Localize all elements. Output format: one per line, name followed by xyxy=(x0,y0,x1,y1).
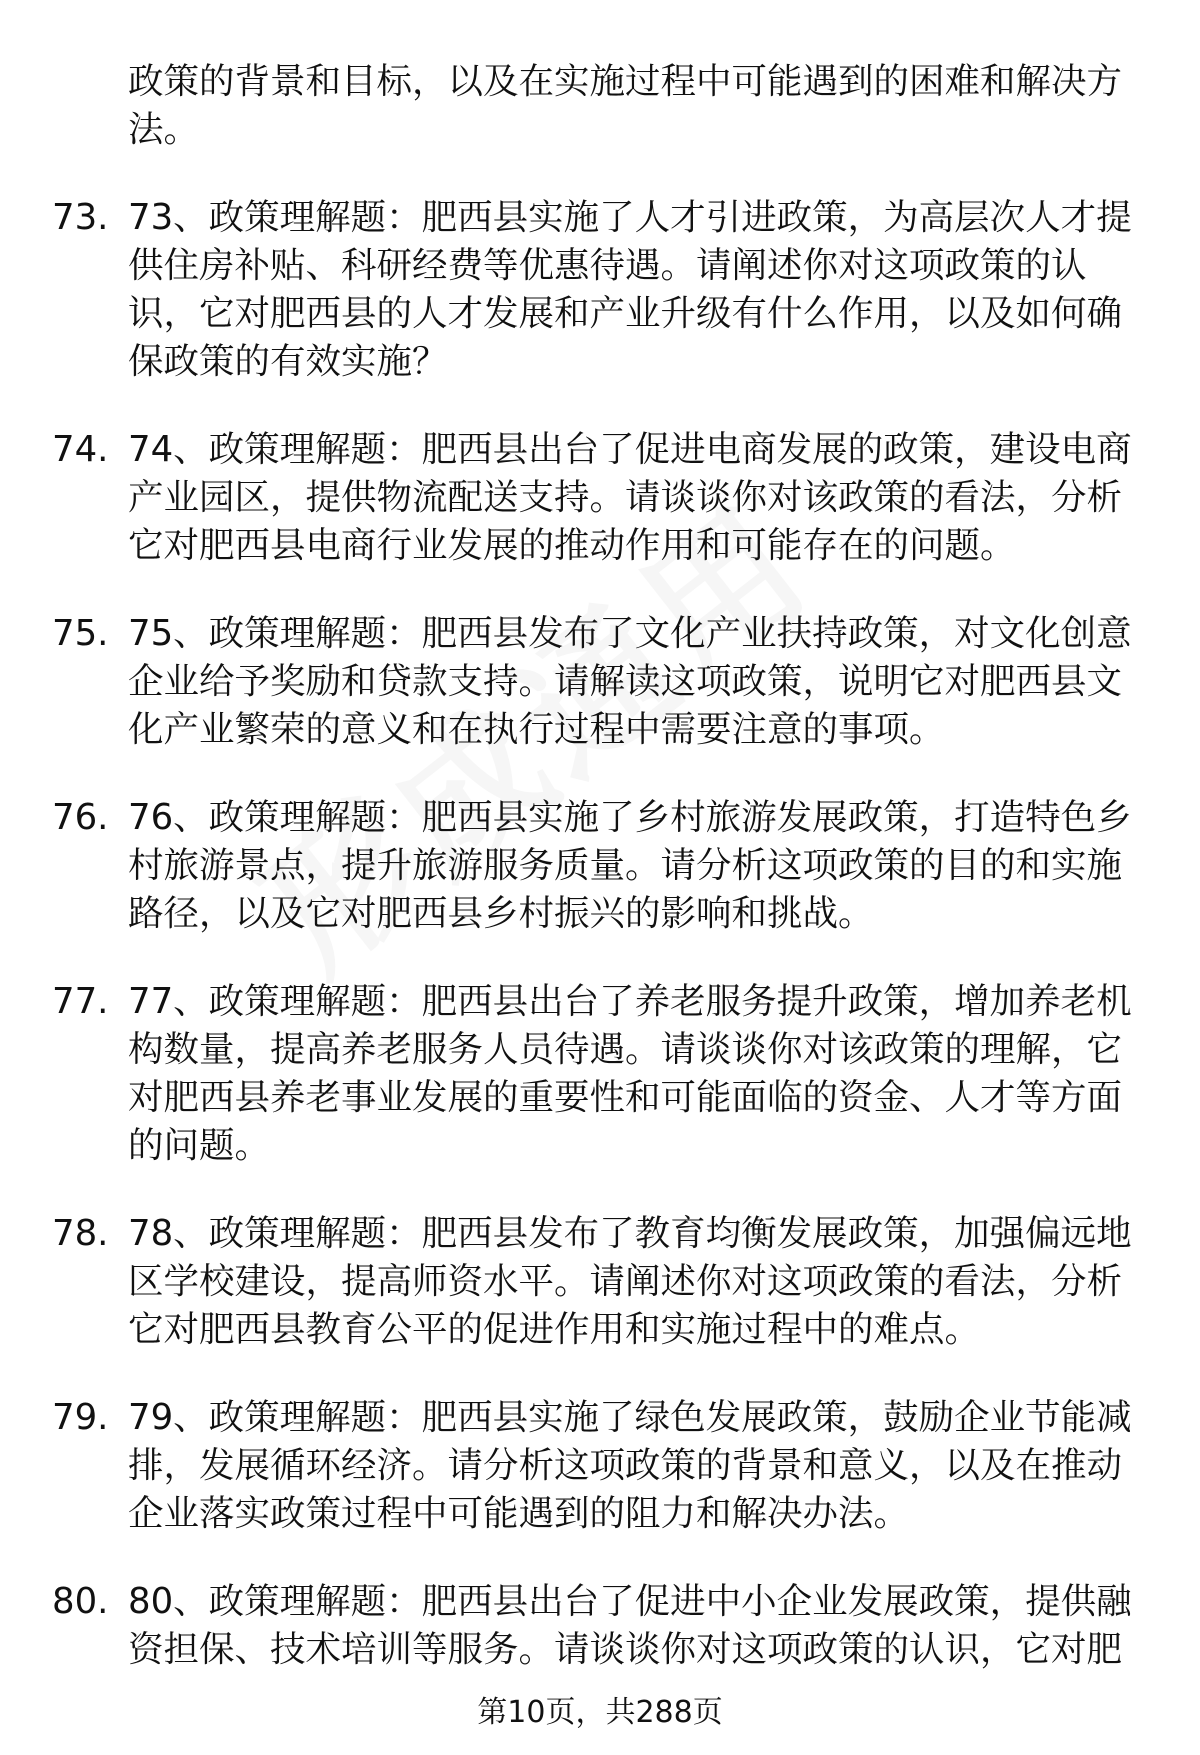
question-item xyxy=(0,1210,1200,1354)
question-text: 80、政策理解题：肥西县出台了促进中小企业发展政策，提供融资担保、技术培训等服务。请谈谈你对这项政策的认识，它对肥 xyxy=(128,1581,1132,1670)
question-number: 75. xyxy=(52,613,109,654)
question-item xyxy=(0,426,1200,570)
question-text: 75、政策理解题：肥西县发布了文化产业扶持政策，对文化创意企业给予奖励和贷款支持。请解读这项政策，说明它对肥西县文化产业繁荣的意义和在执行过程中需要注意的事项。 xyxy=(128,613,1132,750)
question-item xyxy=(0,978,1200,1170)
question-text: 74、政策理解题：肥西县出台了促进电商发展的政策，建设电商产业园区，提供物流配送支持。请谈谈你对该政策的看法，分析它对肥西县电商行业发展的推动作用和可能存在的问题。 xyxy=(128,429,1132,566)
question-item xyxy=(0,610,1200,754)
question-text: 77、政策理解题：肥西县出台了养老服务提升政策，增加养老机构数量，提高养老服务人员待遇。请谈谈你对该政策的理解，它对肥西县养老事业发展的重要性和可能面临的资金、人才等方面的问题。 xyxy=(128,981,1132,1166)
question-list xyxy=(0,58,1200,1674)
question-number: 78. xyxy=(52,1213,109,1254)
question-text: 73、政策理解题：肥西县实施了人才引进政策，为高层次人才提供住房补贴、科研经费等优惠待遇。请阐述你对这项政策的认识，它对肥西县的人才发展和产业升级有什么作用，以及如何确保政策的有效实施？ xyxy=(128,197,1132,382)
page-footer: 第10页，共288页 xyxy=(477,1695,723,1730)
question-number: 77. xyxy=(52,981,109,1022)
question-number: 74. xyxy=(52,429,109,470)
question-text: 78、政策理解题：肥西县发布了教育均衡发展政策，加强偏远地区学校建设，提高师资水平。请阐述你对这项政策的看法，分析它对肥西县教育公平的促进作用和实施过程中的难点。 xyxy=(128,1213,1132,1350)
question-item xyxy=(0,794,1200,938)
continuation-paragraph: 政策的背景和目标，以及在实施过程中可能遇到的困难和解决方法。 xyxy=(128,61,1123,150)
question-item xyxy=(0,1394,1200,1538)
question-number: 79. xyxy=(52,1397,109,1438)
question-number: 73. xyxy=(52,197,109,238)
question-item xyxy=(0,1578,1200,1674)
question-text: 79、政策理解题：肥西县实施了绿色发展政策，鼓励企业节能减排，发展循环经济。请分析这项政策的背景和意义，以及在推动企业落实政策过程中可能遇到的阻力和解决办法。 xyxy=(128,1397,1132,1534)
question-number: 76. xyxy=(52,797,109,838)
question-number: 80. xyxy=(52,1581,109,1622)
question-item xyxy=(0,194,1200,386)
question-text: 76、政策理解题：肥西县实施了乡村旅游发展政策，打造特色乡村旅游景点，提升旅游服务质量。请分析这项政策的目的和实施路径，以及它对肥西县乡村振兴的影响和挑战。 xyxy=(128,797,1132,934)
